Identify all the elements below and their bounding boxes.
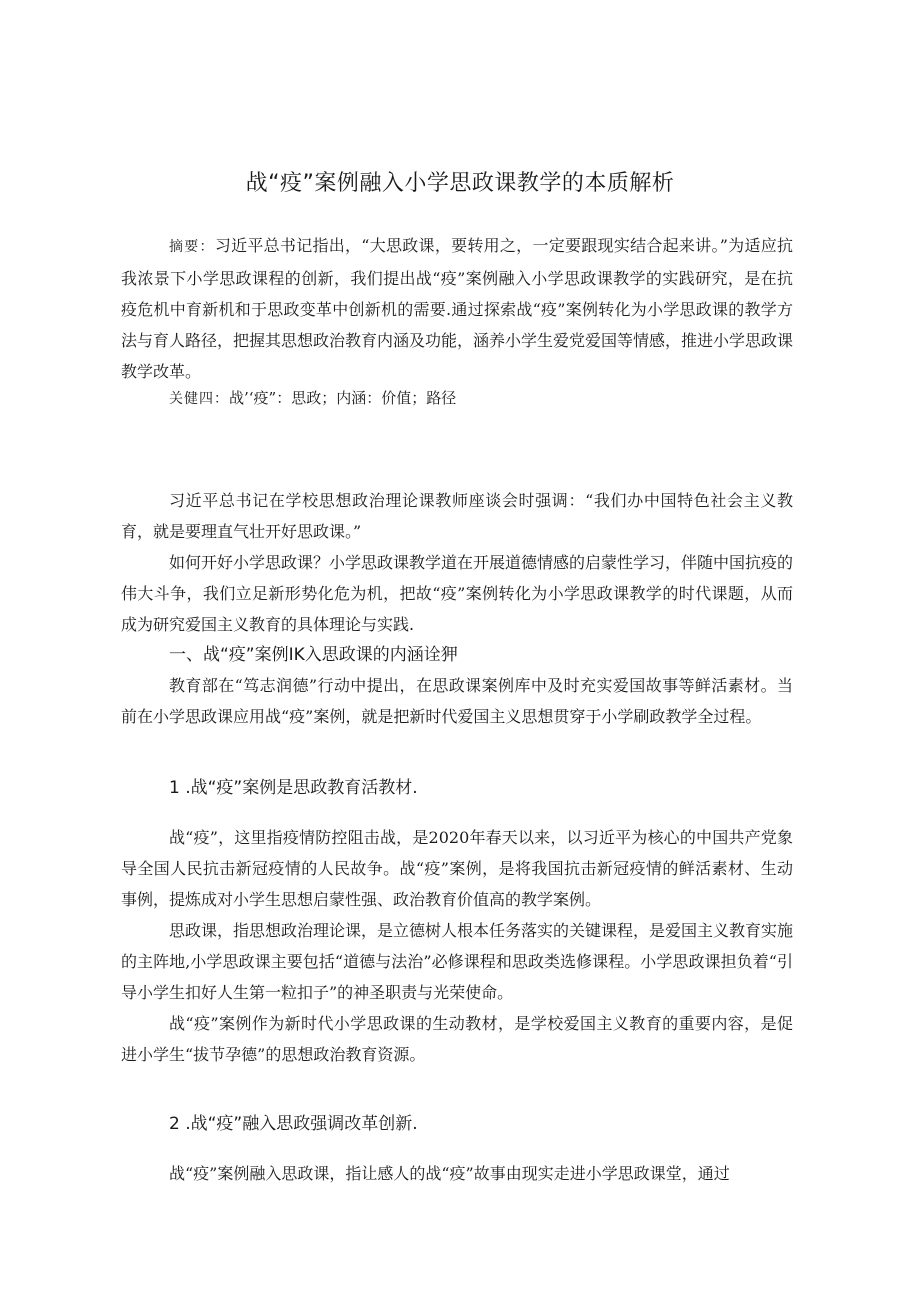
abstract-label: 摘要：: [169, 239, 215, 255]
abstract-text: 习近平总书记指出，“大思政课，要转用之，一定要跟现实结合起来讲。”为适应抗我浓景下小学思政课程的创新，我们提出战“疫”案例融入小学思政课教学的实践研究，是在抗疫危机中育新机和于思政变革中创新机的需要.通过探索战“疫”案例转化为小学思政课的教学方法与育人路径，把握其思想政治教育内涵及功能，涵养小学生爱党爱国等情感，推进小学思政课教学改革。: [121, 236, 794, 381]
subsection-paragraph: 战“疫”，这里指疫情防控阻击战，是2020年春天以来，以习近平为核心的中国共产党象导全国人民抗击新冠疫情的人民故争。战“疫”案例，是将我国抗击新冠疫情的鲜活素材、生动事例，提炼成对小学生思想启蒙性强、政治教育价值高的教学案例。: [121, 828, 793, 909]
subsection-1: [121, 773, 793, 1070]
subsection-paragraph: 战“疫”案例作为新时代小学思政课的生动教材，是学校爱国主义教育的重要内容，是促进小学生“拔节孕德”的思想政治教育资源。: [121, 1014, 793, 1064]
section-1: [121, 640, 793, 732]
subsection-2: [121, 1109, 793, 1189]
keywords-label: 关健四：: [169, 391, 229, 407]
subsection-heading: 1 .战“疫”案例是思政教育活教材.: [169, 778, 418, 798]
keywords-line: [121, 383, 793, 414]
section-heading: 一、战“疫”案例IK入思政课的内涵诠狎: [169, 645, 458, 665]
keywords-block: [121, 383, 793, 414]
abstract-block: [121, 230, 793, 387]
intro-paragraph: 如何开好小学思政课？小学思政课教学道在开展道德情感的启蒙性学习，伴随中国抗疫的伟大斗争，我们立足新形势化危为机，把故“疫”案例转化为小学思政课教学的时代课题，从而成为研究爱国主义教育的具体理论与实践.: [121, 553, 794, 634]
abstract-paragraph: [121, 230, 793, 387]
subsection-paragraph: 战“疫”案例融入思政课，指让感人的战“疫”故事由现实走进小学思政课堂，通过: [169, 1164, 730, 1183]
paper-title: 战“疫”案例融入小学思政课教学的本质解析: [245, 171, 675, 196]
intro-block: [121, 485, 793, 640]
intro-paragraph: 习近平总书记在学校思想政治理论课教师座谈会时强调：“我们办中国特色社会主义教育，就是要理直气壮开好思政课。”: [121, 491, 793, 541]
subsection-paragraph: 思政课，指思想政治理论课，是立德树人根本任务落实的关键课程，是爱国主义教育实施的主阵地,小学思政课主要包括“道德与法治”必修课程和思政类选修课程。小学思政课担负着“引导小学生扣好人生第一粒扣子”的神圣职责与光荣使命。: [121, 921, 794, 1002]
section-paragraph: 教育部在“笃志润德”行动中提出，在思政课案例库中及时充实爱国故事等鲜活素材。当前在小学思政课应用战“疫”案例，就是把新时代爱国主义思想贯穿于小学刷政教学全过程。: [121, 676, 793, 726]
subsection-heading: 2 .战“疫”融入思政强调改革创新.: [169, 1114, 418, 1134]
keywords-text: 战’‘疫”：思政；内涵：价值；路径: [229, 389, 457, 407]
